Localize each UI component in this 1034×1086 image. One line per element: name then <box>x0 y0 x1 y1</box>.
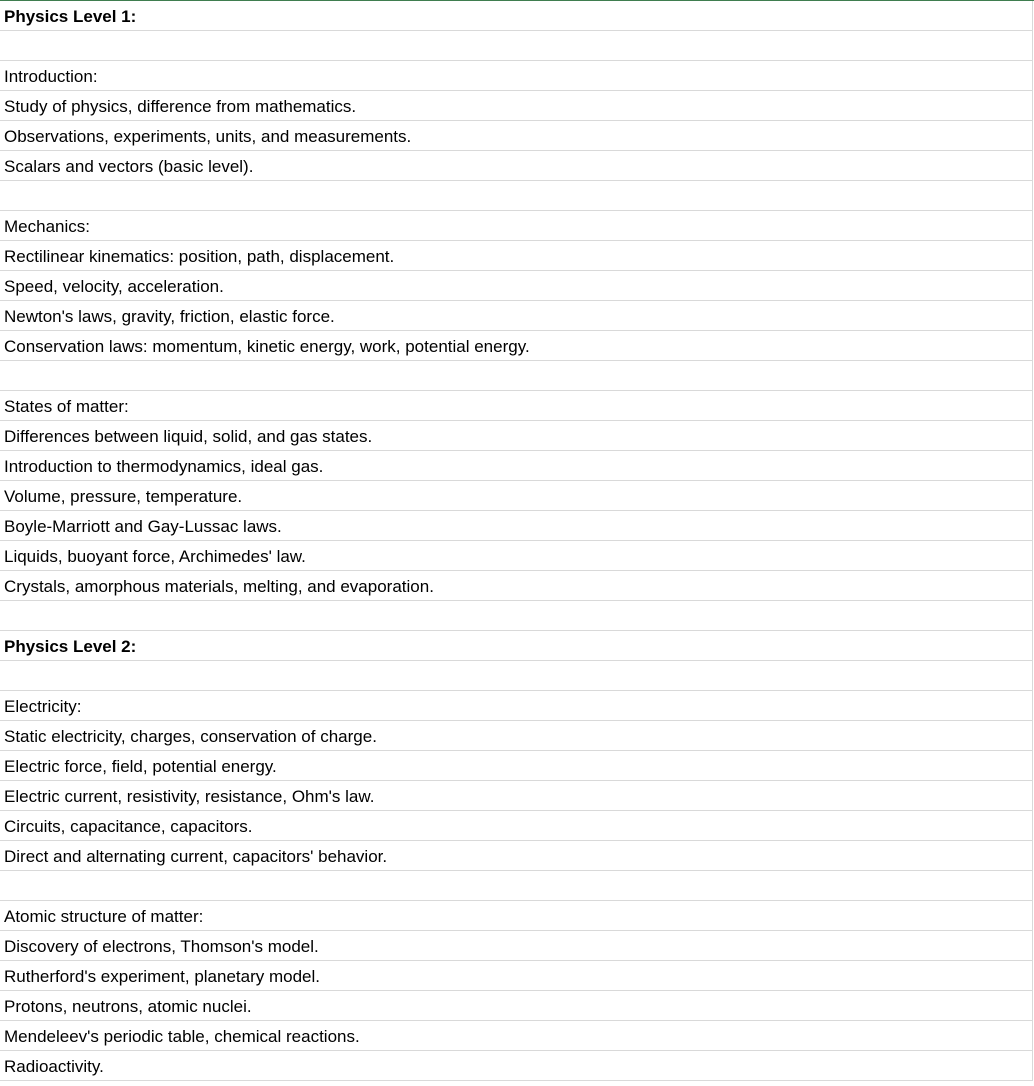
text-cell[interactable]: Observations, experiments, units, and measurements. <box>4 127 412 146</box>
sheet-row[interactable] <box>0 961 1032 991</box>
text-cell[interactable]: Electricity: <box>4 697 82 716</box>
sheet-row[interactable] <box>0 931 1032 961</box>
sheet-row[interactable] <box>0 301 1032 331</box>
spreadsheet-column <box>0 1 1033 1081</box>
text-cell[interactable]: Protons, neutrons, atomic nuclei. <box>4 997 252 1016</box>
text-cell[interactable]: Conservation laws: momentum, kinetic energy, work, potential energy. <box>4 337 530 356</box>
text-cell[interactable]: Speed, velocity, acceleration. <box>4 277 224 296</box>
text-cell[interactable]: Discovery of electrons, Thomson's model. <box>4 937 319 956</box>
sheet-row[interactable] <box>0 331 1032 361</box>
sheet-row[interactable] <box>0 661 1032 691</box>
sheet-row[interactable] <box>0 451 1032 481</box>
sheet-row[interactable] <box>0 421 1032 451</box>
text-cell[interactable]: Radioactivity. <box>4 1057 104 1076</box>
text-cell[interactable]: Direct and alternating current, capacitors' behavior. <box>4 847 388 866</box>
sheet-row[interactable] <box>0 31 1032 61</box>
text-cell[interactable]: Boyle-Marriott and Gay-Lussac laws. <box>4 517 282 536</box>
text-cell[interactable]: Liquids, buoyant force, Archimedes' law. <box>4 547 306 566</box>
text-cell[interactable]: Scalars and vectors (basic level). <box>4 157 254 176</box>
sheet-row[interactable] <box>0 901 1032 931</box>
sheet-row[interactable] <box>0 631 1032 661</box>
text-cell[interactable]: Electric current, resistivity, resistance, Ohm's law. <box>4 787 375 806</box>
sheet-row[interactable] <box>0 391 1032 421</box>
text-cell[interactable]: Rectilinear kinematics: position, path, displacement. <box>4 247 395 266</box>
sheet-row[interactable] <box>0 181 1032 211</box>
text-cell[interactable]: Static electricity, charges, conservation of charge. <box>4 727 377 746</box>
sheet-row[interactable] <box>0 1 1032 31</box>
text-cell[interactable]: Study of physics, difference from mathematics. <box>4 97 357 116</box>
text-cell[interactable]: Volume, pressure, temperature. <box>4 487 243 506</box>
section-heading-cell[interactable]: Physics Level 2: <box>4 637 137 656</box>
text-cell[interactable]: Circuits, capacitance, capacitors. <box>4 817 253 836</box>
sheet-row[interactable] <box>0 571 1032 601</box>
sheet-row[interactable] <box>0 811 1032 841</box>
sheet-row[interactable] <box>0 691 1032 721</box>
sheet-row[interactable] <box>0 1051 1032 1081</box>
text-cell[interactable]: Electric force, field, potential energy. <box>4 757 277 776</box>
text-cell[interactable]: Mendeleev's periodic table, chemical reactions. <box>4 1027 360 1046</box>
text-cell[interactable]: Rutherford's experiment, planetary model. <box>4 967 321 986</box>
sheet-row[interactable] <box>0 991 1032 1021</box>
text-cell[interactable]: Introduction to thermodynamics, ideal gas. <box>4 457 324 476</box>
text-cell[interactable]: Crystals, amorphous materials, melting, and evaporation. <box>4 577 434 596</box>
sheet-row[interactable] <box>0 151 1032 181</box>
text-cell[interactable]: Newton's laws, gravity, friction, elastic force. <box>4 307 335 326</box>
sheet-row[interactable] <box>0 241 1032 271</box>
sheet-row[interactable] <box>0 271 1032 301</box>
text-cell[interactable]: Mechanics: <box>4 217 90 236</box>
sheet-row[interactable] <box>0 541 1032 571</box>
sheet-row[interactable] <box>0 511 1032 541</box>
sheet-row[interactable] <box>0 871 1032 901</box>
text-cell[interactable]: States of matter: <box>4 397 129 416</box>
sheet-row[interactable] <box>0 481 1032 511</box>
sheet-row[interactable] <box>0 841 1032 871</box>
text-cell[interactable]: Differences between liquid, solid, and gas states. <box>4 427 373 446</box>
sheet-row[interactable] <box>0 121 1032 151</box>
text-cell[interactable]: Atomic structure of matter: <box>4 907 204 926</box>
section-heading-cell[interactable]: Physics Level 1: <box>4 7 137 26</box>
sheet-row[interactable] <box>0 1021 1032 1051</box>
sheet-row[interactable] <box>0 61 1032 91</box>
sheet-row[interactable] <box>0 751 1032 781</box>
sheet-row[interactable] <box>0 91 1032 121</box>
sheet-row[interactable] <box>0 211 1032 241</box>
sheet-row[interactable] <box>0 361 1032 391</box>
sheet-row[interactable] <box>0 601 1032 631</box>
sheet-row[interactable] <box>0 781 1032 811</box>
text-cell[interactable]: Introduction: <box>4 67 98 86</box>
sheet-row[interactable] <box>0 721 1032 751</box>
